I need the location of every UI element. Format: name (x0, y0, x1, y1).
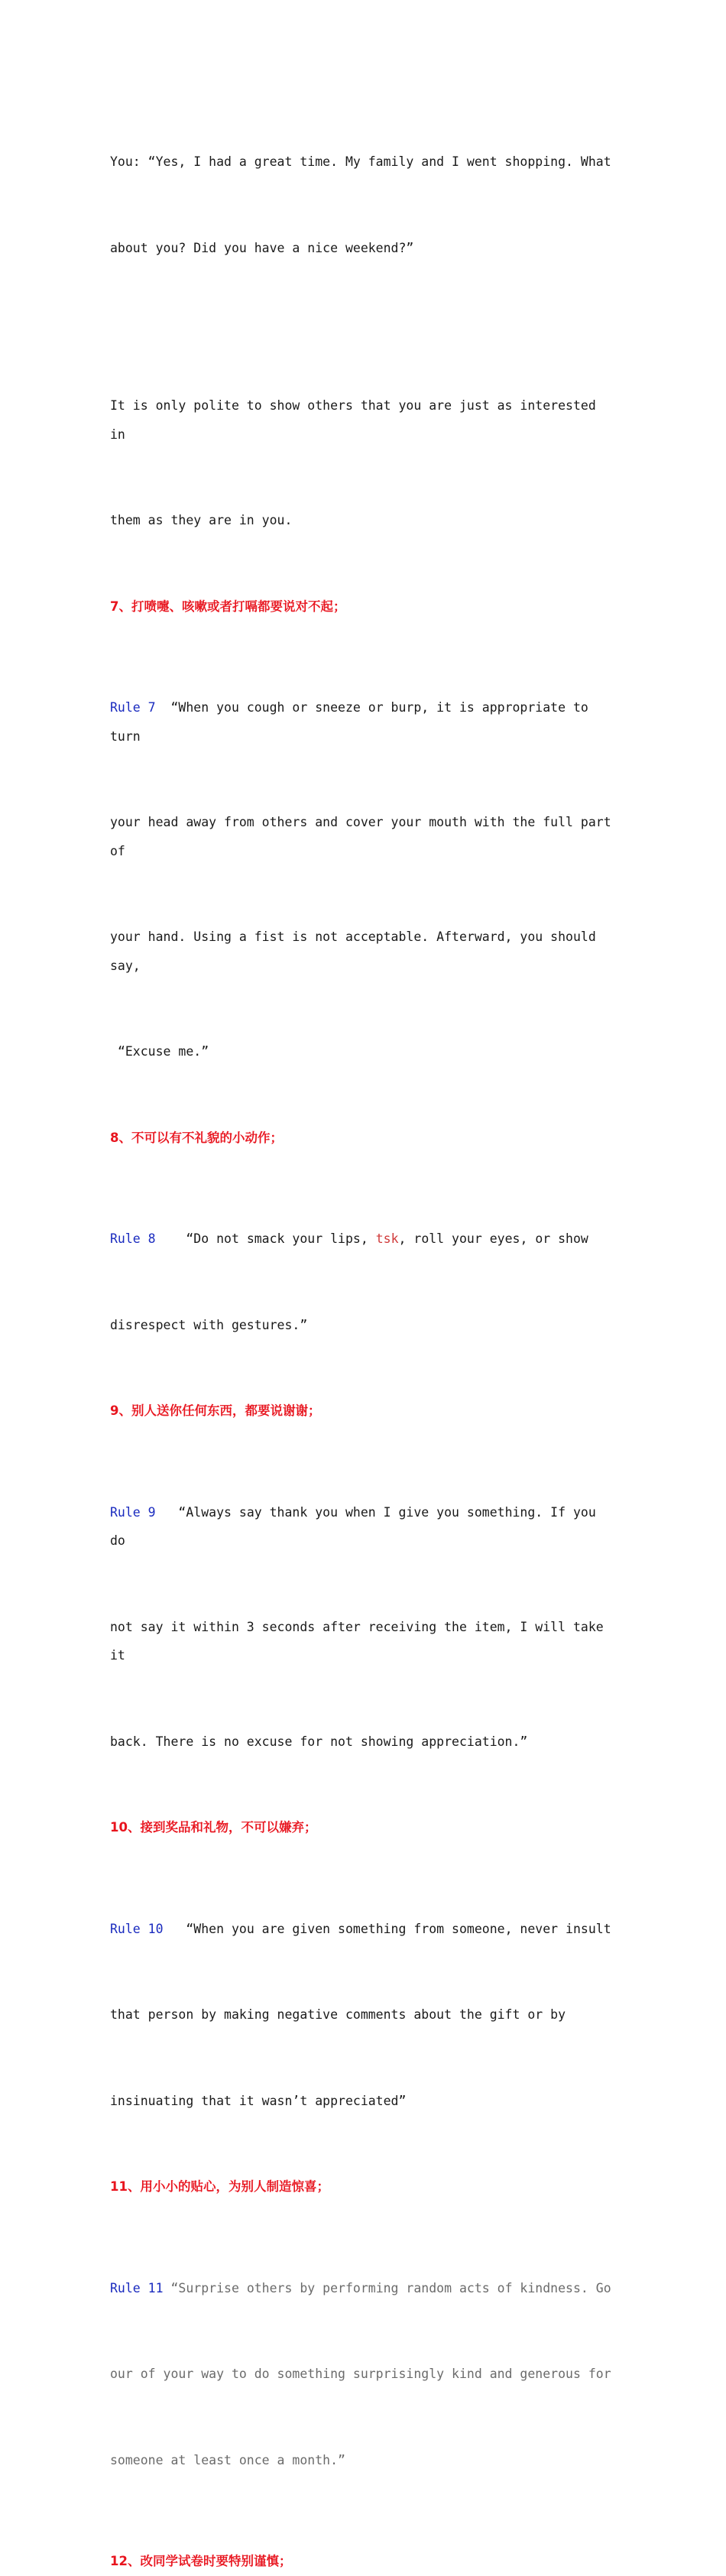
rule-text: , roll your eyes, or show (398, 1231, 588, 1246)
intro-paragraph (110, 90, 617, 320)
section-heading-12: 12、改同学试卷时要特别谨慎； (110, 2554, 292, 2568)
spacer (110, 2201, 617, 2217)
section-heading-8: 8、不可以有不礼貌的小动作； (110, 1130, 283, 1145)
rule-text: “Surprise others by performing random acts of kindness. Go (163, 2280, 611, 2295)
rule-text: back. There is no excuse for not showing appreciation.” (110, 1734, 528, 1749)
rule-text: someone at least once a month.” (110, 2452, 345, 2467)
section-heading-7: 7、打喷嚏、咳嗽或者打嗝都要说对不起； (110, 599, 346, 614)
spacer (110, 1842, 617, 1857)
rule-text: “Excuse me.” (110, 1044, 209, 1059)
rule-label: Rule 9 (110, 1504, 156, 1520)
polite-line: It is only polite to show others that you are just as interested in (110, 398, 604, 442)
section-heading-9: 9、别人送你任何东西，都要说谢谢； (110, 1403, 321, 1418)
rule-text: our of your way to do something surprisingly kind and generous for (110, 2367, 611, 2381)
spacer (110, 621, 617, 636)
rule-text: “When you are given something from someone, never insult (163, 1921, 611, 1936)
rule-7-paragraph (110, 636, 617, 1124)
rule-text: “When you cough or sneeze or burp, it is appropriate to turn (110, 700, 596, 744)
rule-label: Rule 8 (110, 1231, 156, 1246)
spacer (110, 1152, 617, 1167)
section-heading-11: 11、用小小的贴心，为别人制造惊喜； (110, 2179, 329, 2194)
rule-text: your hand. Using a fist is not acceptable. Afterward, you should say, (110, 930, 604, 973)
rule-label: Rule 11 (110, 2280, 164, 2295)
rule-text: “Always say thank you when I give you something. If you do (110, 1504, 604, 1548)
polite-paragraph (110, 334, 617, 592)
rule-label: Rule 10 (110, 1921, 164, 1936)
rule-text: your head away from others and cover your mouth with the full part of (110, 815, 619, 858)
intro-line: about you? Did you have a nice weekend?” (110, 240, 414, 255)
rule-8-paragraph (110, 1167, 617, 1397)
rule-text: disrespect with gestures.” (110, 1317, 308, 1332)
rule-11-paragraph (110, 2217, 617, 2532)
spacer (110, 1426, 617, 1441)
rule-text: “Do not smack your lips, (155, 1231, 376, 1246)
highlighted-word: tsk (375, 1231, 399, 1246)
section-heading-10: 10、接到奖品和礼物，不可以嫌弃； (110, 1820, 317, 1835)
intro-line: You: “Yes, I had a great time. My family and I went shopping. What (110, 154, 611, 169)
rule-9-paragraph (110, 1441, 617, 1814)
polite-line: them as they are in you. (110, 513, 293, 527)
spacer (110, 320, 617, 334)
spacer (110, 2532, 617, 2547)
document-body (110, 90, 617, 2576)
rule-text: insinuating that it wasn’t appreciated” (110, 2093, 407, 2108)
rule-text: not say it within 3 seconds after receiving the item, I will take it (110, 1619, 611, 1663)
rule-text: that person by making negative comments about the gift or by (110, 2007, 566, 2022)
rule-label: Rule 7 (110, 700, 156, 715)
rule-10-paragraph (110, 1857, 617, 2173)
